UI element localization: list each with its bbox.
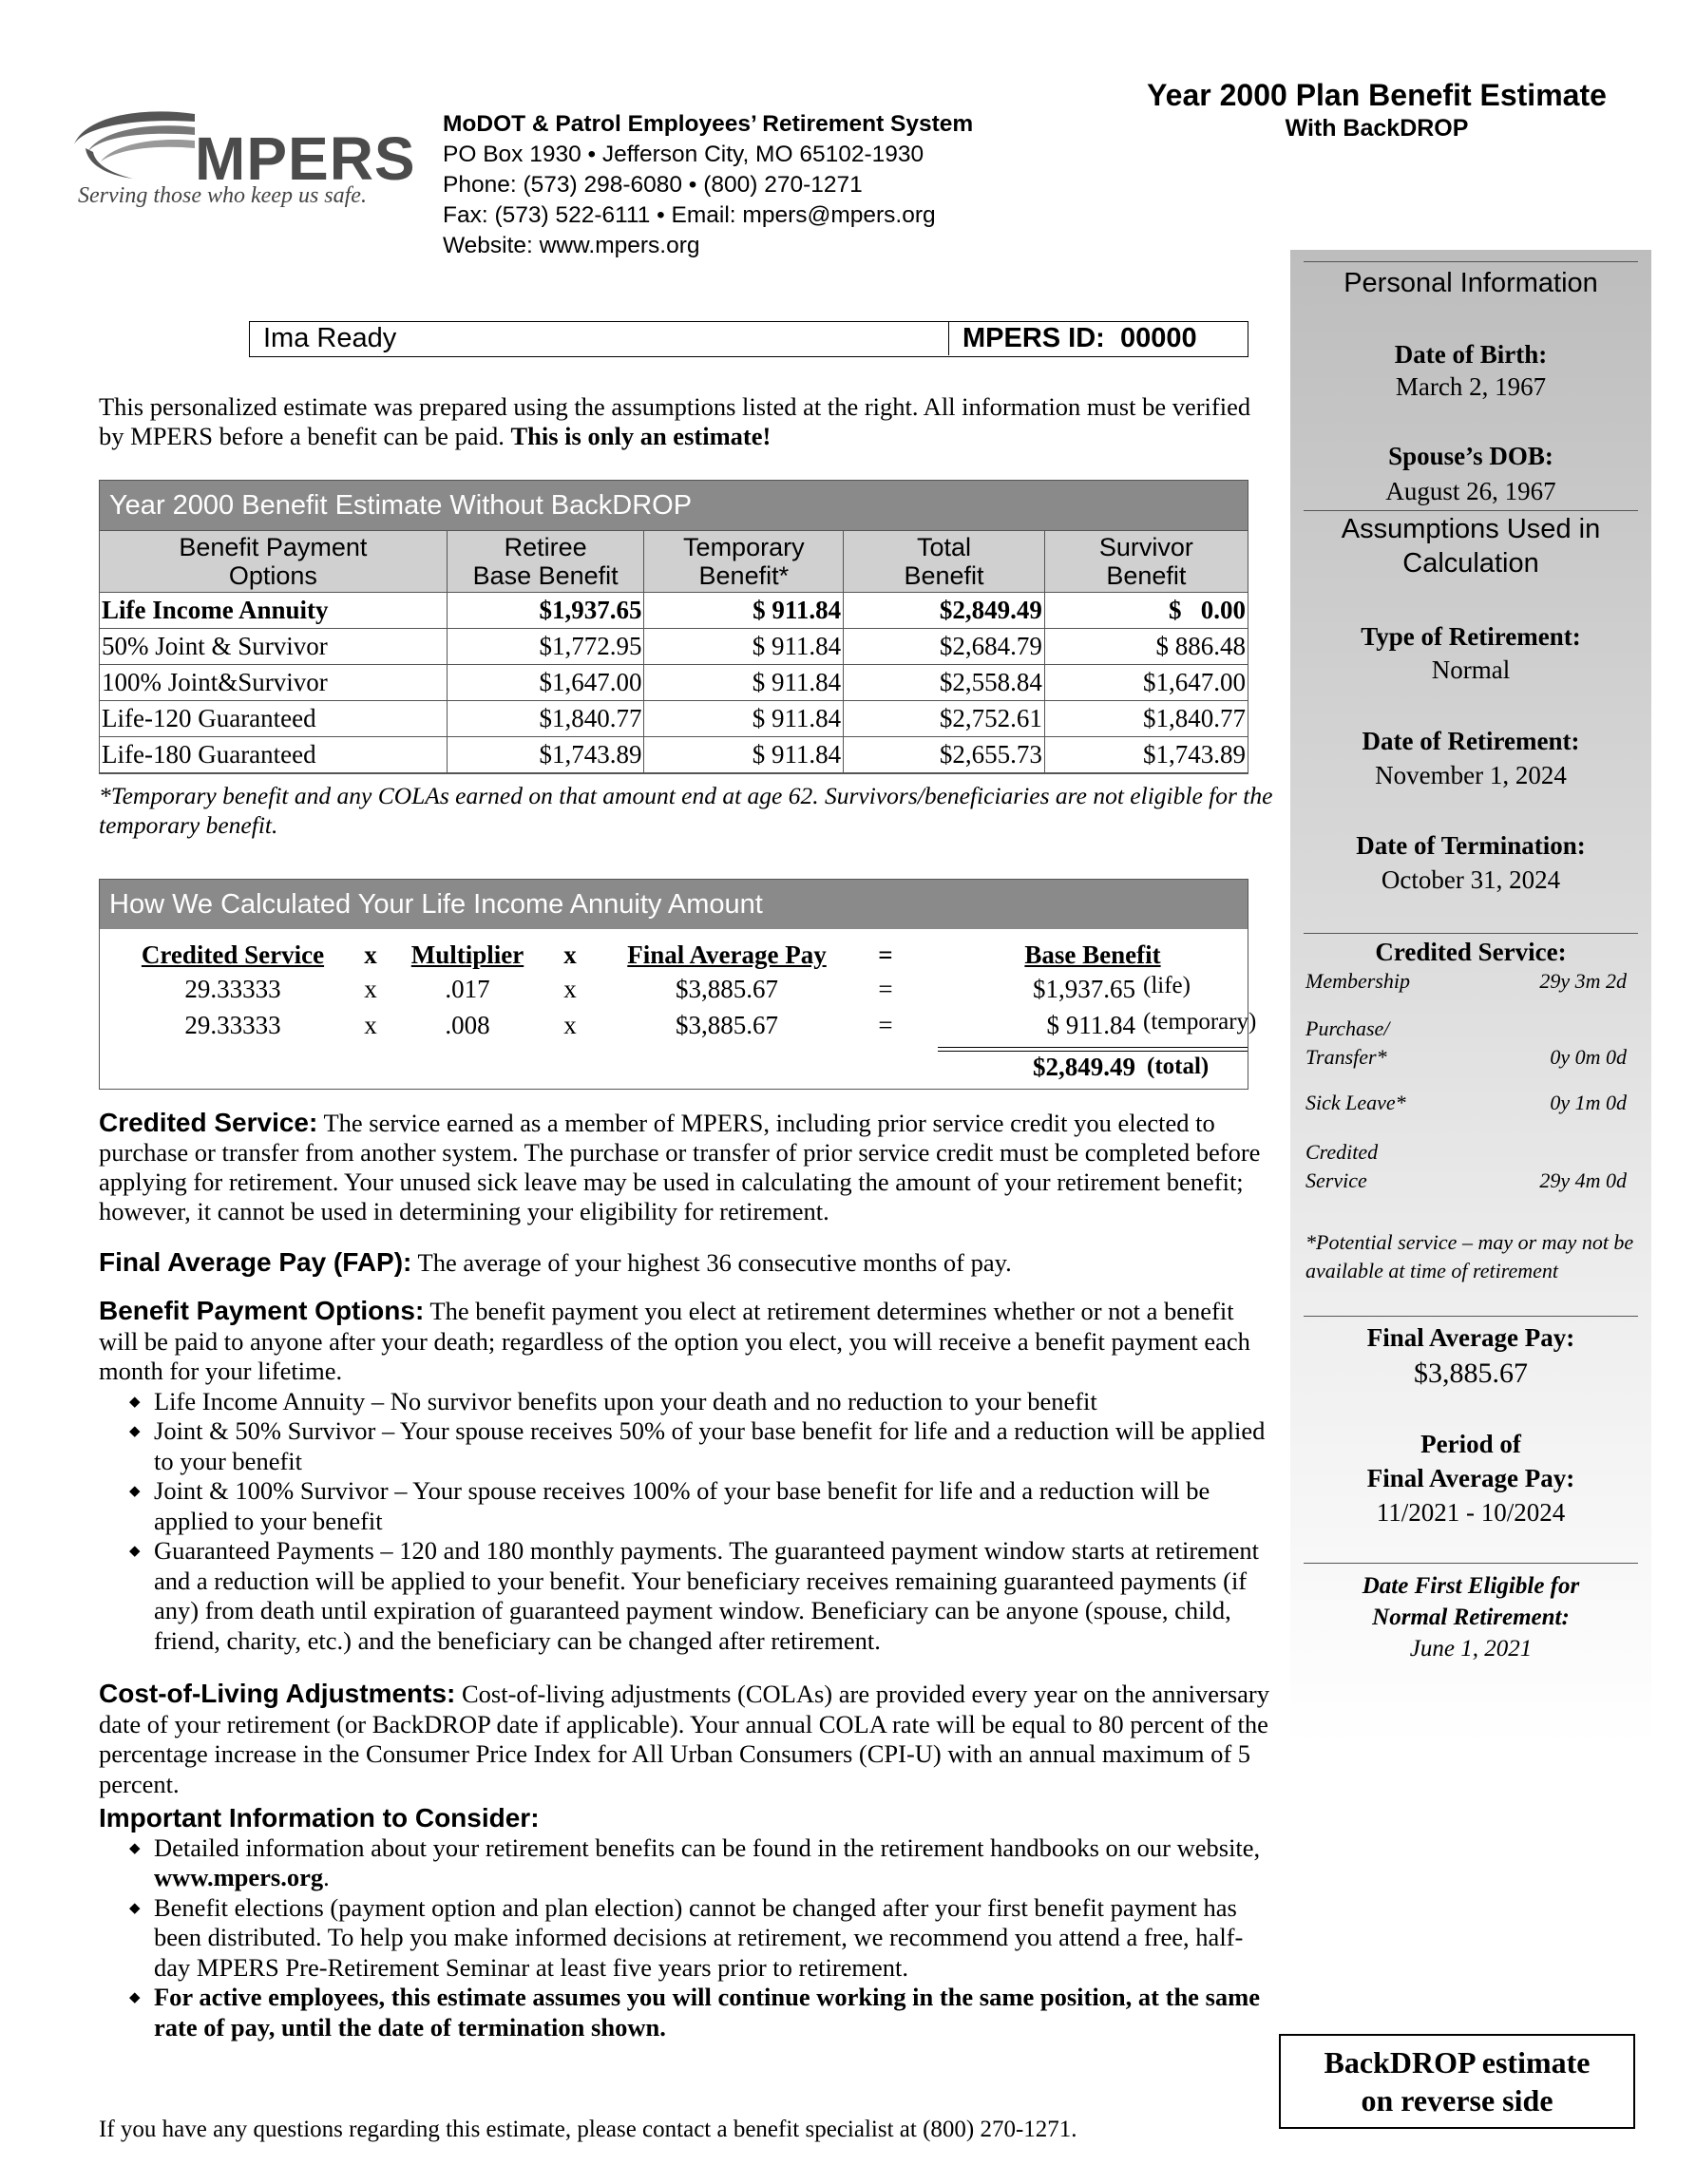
estimate-table-box — [99, 480, 1248, 774]
cs-row-purchase-transfer — [1305, 1015, 1636, 1072]
cs-row-label-2: Service — [1305, 1168, 1367, 1192]
calc-fap: $3,885.67 — [676, 1011, 778, 1039]
calc-header-fap: Final Average Pay — [627, 940, 827, 969]
title-line: Year 2000 Plan Benefit Estimate — [1147, 78, 1607, 112]
assumptions-heading-line2: Calculation — [1402, 548, 1539, 579]
list-item: ◆ Joint & 100% Survivor – Your spouse receives 100% of your base benefit for life and a reduction will be applied to your benefit — [125, 1476, 1277, 1536]
cs-row-sick-leave — [1305, 1089, 1636, 1117]
calc-eq: = — [878, 975, 893, 1003]
table-header-row — [100, 531, 1248, 593]
calc-service: 29.33333 — [184, 975, 281, 1003]
calc-note: (temporary) — [1143, 1009, 1257, 1035]
personal-info-heading: Personal Information — [1343, 268, 1598, 298]
spouse-dob-value: August 26, 1967 — [1385, 477, 1556, 505]
calc-header-base: Base Benefit — [1024, 940, 1161, 969]
calc-header-x: x — [563, 940, 577, 969]
retirement-type-label: Type of Retirement: — [1361, 622, 1581, 651]
fap-label: Final Average Pay: — [1366, 1323, 1575, 1352]
divider — [1304, 261, 1638, 262]
calc-eq: = — [878, 1011, 893, 1039]
dob-value: March 2, 1967 — [1395, 372, 1547, 401]
option-name: Life-180 Guaranteed — [100, 737, 447, 773]
section-title: Important Information to Consider: — [99, 1803, 540, 1833]
fap-section — [99, 1247, 1277, 1278]
calc-multiplier: .008 — [445, 1011, 490, 1039]
col-header-survivor: Survivor Benefit — [1044, 531, 1248, 593]
calc-base: $1,937.65 — [1033, 975, 1135, 1003]
member-id-cell — [948, 322, 1248, 355]
survivor-benefit: $ 0.00 — [1044, 593, 1248, 629]
credited-service-section — [99, 1108, 1277, 1226]
period-value: 11/2021 - 10/2024 — [1376, 1498, 1566, 1527]
intro-emphasis: This is only an estimate! — [510, 422, 772, 450]
important-info-section — [99, 1803, 1277, 2042]
org-website: Website: www.mpers.org — [443, 233, 700, 258]
calculation-grid — [100, 929, 1257, 1089]
document-title — [1130, 76, 1624, 142]
section-text: The average of your highest 36 consecutive months of pay. — [417, 1248, 1012, 1277]
options-list — [125, 1387, 1277, 1657]
org-contact-block — [443, 109, 973, 261]
spouse-dob-label: Spouse’s DOB: — [1388, 442, 1553, 470]
cs-row-label: Sick Leave* — [1305, 1091, 1406, 1114]
cola-section — [99, 1679, 1277, 1799]
calc-x: x — [563, 975, 577, 1003]
section-title: Cost-of-Living Adjustments: — [99, 1679, 456, 1708]
calc-x: x — [364, 1011, 377, 1039]
org-phone: Phone: (573) 298-6080 • (800) 270-1271 — [443, 172, 863, 198]
cs-row-label: Membership — [1305, 969, 1410, 993]
period-label-line2: Final Average Pay: — [1366, 1464, 1575, 1492]
option-name: 50% Joint & Survivor — [100, 629, 447, 665]
dob-label: Date of Birth: — [1394, 340, 1548, 369]
calculation-title: How We Calculated Your Life Income Annuity Amount — [100, 880, 1248, 929]
survivor-benefit: $1,647.00 — [1044, 665, 1248, 701]
section-title: Final Average Pay (FAP): — [99, 1247, 412, 1277]
cs-row-label-2: Transfer* — [1305, 1045, 1387, 1069]
org-name: MoDOT & Patrol Employees’ Retirement System — [443, 111, 974, 137]
logo-tagline: Serving those who keep us safe. — [78, 183, 367, 208]
member-id-label: MPERS ID: — [962, 323, 1105, 353]
section-text: The service earned as a member of MPERS, including prior service credit you elected to purchase or transfer from another system. The purchase or transfer of prior service credit must be completed before applying for retirement. Your unused sick leave may be used in calculating the amount of your retirement benefit; however, it cannot be used in determining your eligibility for retirement. — [99, 1109, 1261, 1225]
subtitle-line: With BackDROP — [1285, 115, 1469, 142]
calculation-box — [99, 879, 1257, 1090]
eligible-label-line2: Normal Retirement: — [1372, 1605, 1570, 1630]
calc-fap: $3,885.67 — [676, 975, 778, 1003]
eligible-value: June 1, 2021 — [1409, 1636, 1533, 1662]
org-address: PO Box 1930 • Jefferson City, MO 65102-1930 — [443, 142, 924, 167]
swoosh-icon — [67, 106, 200, 182]
intro-text: This personalized estimate was prepared using the assumptions listed at the right. All information must be verified by MPERS before a benefit can be paid. — [99, 392, 1251, 450]
list-item: ◆ Joint & 50% Survivor – Your spouse receives 50% of your base benefit for life and a reduction will be applied to your benefit — [125, 1416, 1277, 1476]
calc-multiplier: .017 — [445, 975, 490, 1003]
table-row — [100, 665, 1248, 701]
calc-service: 29.33333 — [184, 1011, 281, 1039]
assumptions-heading-line1: Assumptions Used in — [1341, 514, 1601, 544]
section-title: Benefit Payment Options: — [99, 1296, 425, 1325]
table-row — [100, 593, 1248, 629]
calc-note: (life) — [1143, 973, 1191, 998]
list-item: ◆ Detailed information about your retirement benefits can be found in the retirement handbooks on our website, www.mpers.org. — [125, 1833, 1277, 1893]
temporary-benefit: $ 911.84 — [644, 701, 844, 737]
period-label-line1: Period of — [1420, 1430, 1521, 1458]
backdrop-line1: BackDROP estimate — [1324, 2045, 1591, 2080]
contact-footer: If you have any questions regarding this estimate, please contact a benefit specialist at (800) 270-1271. — [99, 2117, 1077, 2142]
list-item: ◆ Benefit elections (payment option and plan election) cannot be changed after your first benefit payment has been distributed. To help you make informed decisions at retirement, we recommend you attend a free, half-day MPERS Pre-Retirement Seminar at least five years prior to retirement. — [125, 1893, 1277, 1984]
important-list — [125, 1833, 1277, 2043]
calc-base: $ 911.84 — [1046, 1011, 1135, 1039]
base-benefit: $1,937.65 — [447, 593, 644, 629]
temporary-benefit-footnote: *Temporary benefit and any COLAs earned on that amount end at age 62. Survivors/beneficiaries are not eligible for the temporary benefit. — [99, 782, 1273, 839]
benefit-options-section — [99, 1296, 1277, 1656]
credited-service-label: Credited Service: — [1375, 938, 1567, 966]
retirement-date-value: November 1, 2024 — [1375, 761, 1567, 789]
termination-date-value: October 31, 2024 — [1381, 865, 1561, 894]
cs-row-value: 29y 3m 2d — [1539, 969, 1627, 993]
mpers-logo — [67, 104, 428, 218]
calc-x: x — [563, 1011, 577, 1039]
divider — [1304, 510, 1638, 511]
divider — [1304, 1563, 1638, 1564]
calc-header-eq: = — [878, 940, 893, 969]
logo-wordmark: MPERS — [195, 124, 416, 193]
col-header-options: Benefit Payment Options — [100, 531, 447, 593]
option-name: Life-120 Guaranteed — [100, 701, 447, 737]
total-benefit: $2,655.73 — [844, 737, 1045, 773]
cs-row-value: 29y 4m 0d — [1539, 1168, 1627, 1192]
total-rule — [938, 1047, 1248, 1048]
table-row — [100, 701, 1248, 737]
section-text: Cost-of-living adjustments (COLAs) are provided every year on the anniversary date of your retirement (or BackDROP date if applicable). Your annual COLA rate will be equal to 80 percent of the percentage increase in the Consumer Price Index for All Urban Consumers (CPI-U) with an annual maximum of 5 percent. — [99, 1680, 1269, 1798]
temporary-benefit: $ 911.84 — [644, 665, 844, 701]
section-text: The benefit payment you elect at retirement determines whether or not a benefit will be paid to anyone after your death; regardless of the option you elect, you will receive a benefit payment each month for your lifetime. — [99, 1297, 1250, 1385]
survivor-benefit: $1,743.89 — [1044, 737, 1248, 773]
total-benefit: $2,558.84 — [844, 665, 1045, 701]
survivor-benefit: $ 886.48 — [1044, 629, 1248, 665]
fap-value: $3,885.67 — [1414, 1358, 1528, 1389]
table-row — [100, 629, 1248, 665]
base-benefit: $1,840.77 — [447, 701, 644, 737]
calc-x: x — [364, 975, 377, 1003]
backdrop-line2: on reverse side — [1361, 2083, 1553, 2118]
option-name: Life Income Annuity — [100, 593, 447, 629]
website-link[interactable]: www.mpers.org — [154, 1863, 324, 1891]
divider — [1304, 1316, 1638, 1317]
total-benefit: $2,849.49 — [844, 593, 1045, 629]
divider — [1304, 933, 1638, 934]
estimate-table — [100, 530, 1248, 773]
retirement-type-value: Normal — [1431, 655, 1511, 684]
member-name: Ima Ready — [263, 323, 397, 353]
col-header-temporary: Temporary Benefit* — [644, 531, 844, 593]
eligible-label-line1: Date First Eligible for — [1362, 1573, 1580, 1599]
retirement-date-label: Date of Retirement: — [1362, 727, 1580, 755]
intro-paragraph — [99, 392, 1267, 451]
calc-header-x: x — [364, 940, 377, 969]
total-rule — [938, 1051, 1248, 1052]
member-id-value: 00000 — [1119, 323, 1197, 353]
list-item: ◆ Life Income Annuity – No survivor benefits upon your death and no reduction to your benefit — [125, 1387, 1277, 1417]
member-name-bar — [249, 321, 1248, 357]
temporary-benefit: $ 911.84 — [644, 629, 844, 665]
termination-date-label: Date of Termination: — [1356, 831, 1586, 860]
calc-total-note: (total) — [1147, 1054, 1210, 1079]
cs-row-value: 0y 0m 0d — [1550, 1045, 1627, 1069]
org-fax-email: Fax: (573) 522-6111 • Email: mpers@mpers.org — [443, 202, 936, 228]
estimate-table-title: Year 2000 Benefit Estimate Without BackDROP — [100, 481, 1248, 530]
calc-header-multiplier: Multiplier — [410, 940, 524, 969]
base-benefit: $1,743.89 — [447, 737, 644, 773]
list-item: ◆ For active employees, this estimate assumes you will continue working in the same position, at the same rate of pay, until the date of termination shown. — [125, 1983, 1277, 2042]
cs-row-membership — [1305, 967, 1636, 996]
temporary-benefit: $ 911.84 — [644, 737, 844, 773]
survivor-benefit: $1,840.77 — [1044, 701, 1248, 737]
cs-footnote: *Potential service – may or may not be available at time of retirement — [1305, 1230, 1634, 1282]
total-benefit: $2,752.61 — [844, 701, 1045, 737]
base-benefit: $1,647.00 — [447, 665, 644, 701]
option-name: 100% Joint&Survivor — [100, 665, 447, 701]
col-header-base: Retiree Base Benefit — [447, 531, 644, 593]
table-row — [100, 737, 1248, 773]
calc-total: $2,849.49 — [1033, 1053, 1135, 1081]
calc-header-service: Credited Service — [141, 940, 325, 969]
cs-row-value: 0y 1m 0d — [1550, 1091, 1627, 1114]
backdrop-callout — [1279, 2034, 1635, 2129]
list-item: ◆ Guaranteed Payments – 120 and 180 monthly payments. The guaranteed payment window starts at retirement and a reduction will be applied to your benefit. Your beneficiary receives remaining guaranteed payments (if any) from death until expiration of guaranteed payment window. Beneficiary can be anyone (spouse, child, friend, charity, etc.) and the beneficiary can be changed after retirement. — [125, 1536, 1277, 1656]
cs-row-credited-service — [1305, 1138, 1636, 1195]
section-title: Credited Service: — [99, 1108, 318, 1137]
temporary-benefit: $ 911.84 — [644, 593, 844, 629]
base-benefit: $1,772.95 — [447, 629, 644, 665]
total-benefit: $2,684.79 — [844, 629, 1045, 665]
col-header-total: Total Benefit — [844, 531, 1045, 593]
cs-row-label: Purchase/ — [1305, 1016, 1390, 1040]
cs-row-label: Credited — [1305, 1140, 1379, 1164]
assumptions-sidebar — [1290, 250, 1651, 2009]
